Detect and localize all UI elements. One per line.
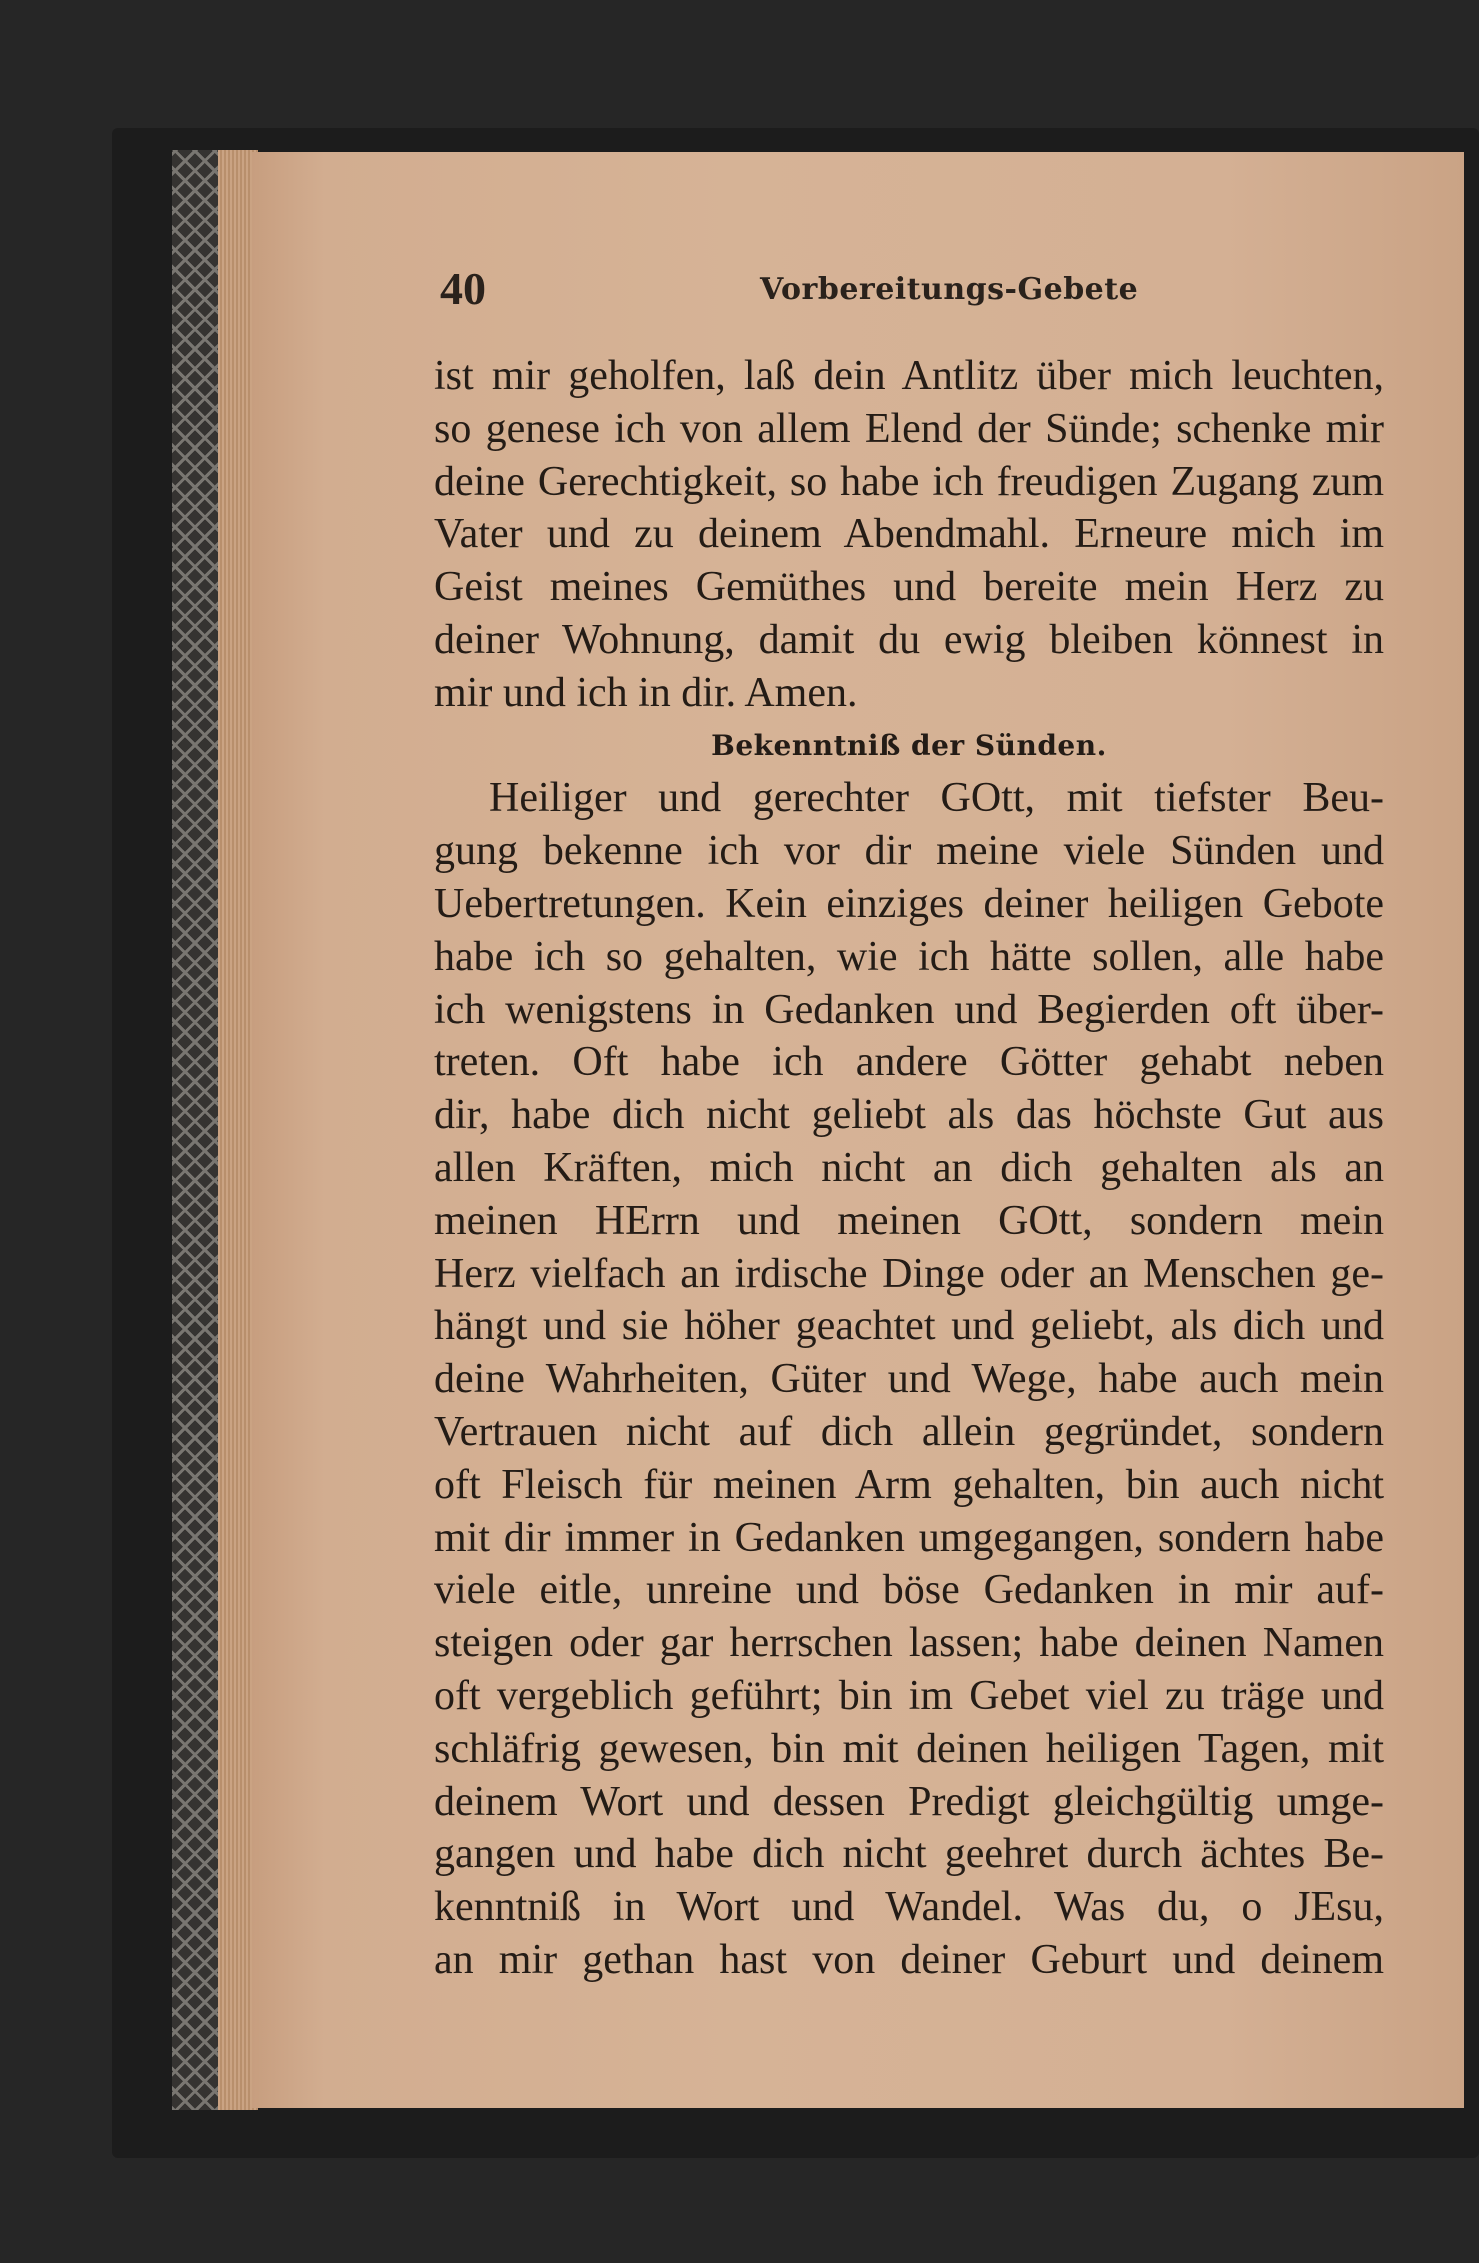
text-line: hängt und sie höher geachtet und geliebt, als dich und (434, 1303, 1384, 1350)
text-line: ist mir geholfen, laß dein Antlitz über mich leuchten, (434, 353, 1384, 399)
text-line: deiner Wohnung, damit du ewig bleiben könnest in (434, 616, 1384, 663)
text-line: habe ich so gehalten, wie ich hätte sollen, alle habe (434, 933, 1384, 980)
text-line: schläfrig gewesen, bin mit deinen heiligen Tagen, mit (434, 1725, 1384, 1772)
text-line: deine Wahrheiten, Güter und Wege, habe auch mein (434, 1356, 1384, 1403)
text-line: mir und ich in dir. Amen. (434, 669, 858, 716)
text-line: viele eitle, unreine und böse Gedanken in mir auf- (434, 1567, 1384, 1614)
text-line: gung bekenne ich vor dir meine viele Sünden und (434, 828, 1384, 875)
text-line: oft Fleisch für meinen Arm gehalten, bin auch nicht (434, 1461, 1384, 1508)
text-line: deine Gerechtigkeit, so habe ich freudigen Zugang zum (434, 458, 1384, 505)
running-head: Vorbereitungs-Gebete (760, 272, 1139, 307)
text-line: so genese ich von allem Elend der Sünde; schenke mir (434, 405, 1384, 452)
text-line: meinen HErrn und meinen GOtt, sondern mein (434, 1197, 1384, 1244)
text-line: Uebertretungen. Kein einziges deiner heiligen Gebote (434, 880, 1384, 927)
text-line: kenntniß in Wort und Wandel. Was du, o JEsu, (434, 1884, 1384, 1931)
binding-pattern (172, 150, 218, 2110)
text-line: allen Kräften, mich nicht an dich gehalten als an (434, 1144, 1384, 1191)
text-line: deinem Wort und dessen Predigt gleichgültig umge- (434, 1778, 1384, 1825)
text-line: ich wenigstens in Gedanken und Begierden oft über- (434, 986, 1384, 1033)
text-line: gangen und habe dich nicht geehret durch ächtes Be- (434, 1831, 1384, 1878)
text-line: mit dir immer in Gedanken umgegangen, sondern habe (434, 1514, 1384, 1561)
text-line: Geist meines Gemüthes und bereite mein Herz zu (434, 564, 1384, 611)
text-line: oft vergeblich geführt; bin im Gebet viel zu träge und (434, 1672, 1384, 1719)
section-heading: Bekenntniß der Sünden. (711, 728, 1107, 762)
text-line: dir, habe dich nicht geliebt als das höchste Gut aus (434, 1092, 1384, 1139)
page-header (440, 262, 1390, 322)
text-line: an mir gethan hast von deiner Geburt und deinem (434, 1936, 1384, 1983)
text-line: Heiliger und gerechter GOtt, mit tiefster Beu- (489, 775, 1384, 822)
text-line: steigen oder gar herrschen lassen; habe deinen Namen (434, 1620, 1384, 1667)
text-line: Vater und zu deinem Abendmahl. Erneure mich im (434, 511, 1384, 558)
text-line: Vertrauen nicht auf dich allein gegründet, sondern (434, 1408, 1384, 1455)
text-block (434, 350, 1384, 1987)
text-line: Herz vielfach an irdische Dinge oder an Menschen ge- (434, 1250, 1384, 1297)
page-number: 40 (440, 263, 486, 314)
text-line: treten. Oft habe ich andere Götter gehabt neben (434, 1039, 1384, 1086)
